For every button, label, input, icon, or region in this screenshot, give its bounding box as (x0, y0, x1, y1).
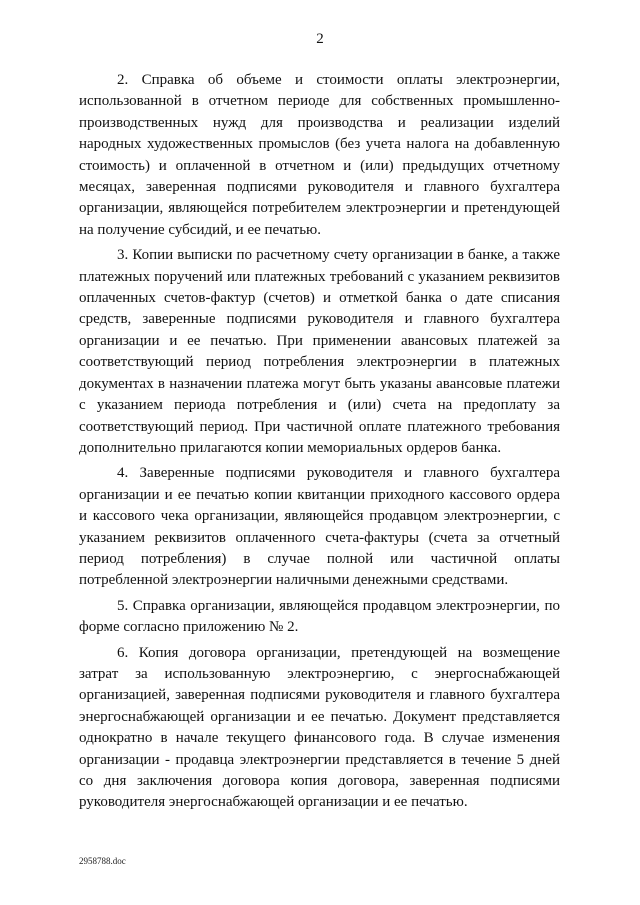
paragraph-item-3: 3. Копии выписки по расчетному счету организации в банке, а также платежных поручений или платежных требований с указанием реквизитов оплаченных счетов-фактур (счетов) и отметкой банка о дате списания средств, заверенные подписями руководителя и главного бухгалтера организации и ее печатью. При применении авансовых платежей за соответствующий период потребления электроэнергии в платежных документах в назначении платежа могут быть указаны авансовые платежи с указанием периода потребления и (или) счета на предоплату за соответствующий период. При частичной оплате платежного требования дополнительно прилагаются копии мемориальных ордеров банка. (79, 247, 560, 456)
paragraph-item-4: 4. Заверенные подписями руководителя и главного бухгалтера организации и ее печатью копии квитанции приходного кассового ордера и кассового чека организации, являющейся продавцом электроэнергии, с указанием реквизитов оплаченного счета-фактуры (счета за отчетный период потребления) в случае полной или частичной оплаты потребленной электроэнергии наличными денежными средствами. (79, 465, 560, 589)
paragraph-item-6: 6. Копия договора организации, претендующей на возмещение затрат за использованную электроэнергию, с энергоснабжающей организацией, заверенная подписями руководителя и главного бухгалтера энергоснабжающей организации и ее печатью. Документ представляется однократно в начале текущего финансового года. В случае изменения организации - продавца электроэнергии представляется в течение 5 дней со дня заключения договора копия договора, заверенная подписями руководителя энергоснабжающей организации и ее печатью. (79, 644, 560, 811)
page-number: 2 (316, 31, 324, 47)
footer-filename: 2958788.doc (79, 856, 126, 866)
document-body (79, 70, 560, 818)
paragraph-item-2: 2. Справка об объеме и стоимости оплаты электроэнергии, использованной в отчетном периоде для собственных промышленно-производственных нужд для производства и реализации изделий народных художественных промыслов (без учета налога на добавленную стоимость) и оплаченной в отчетном и (или) предыдущих отчетному месяцах, заверенная подписями руководителя и главного бухгалтера организации, являющейся потребителем электроэнергии и претендующей на получение субсидий, и ее печатью. (79, 72, 560, 238)
paragraph-item-5: 5. Справка организации, являющейся продавцом электроэнергии, по форме согласно приложению № 2. (79, 597, 560, 636)
